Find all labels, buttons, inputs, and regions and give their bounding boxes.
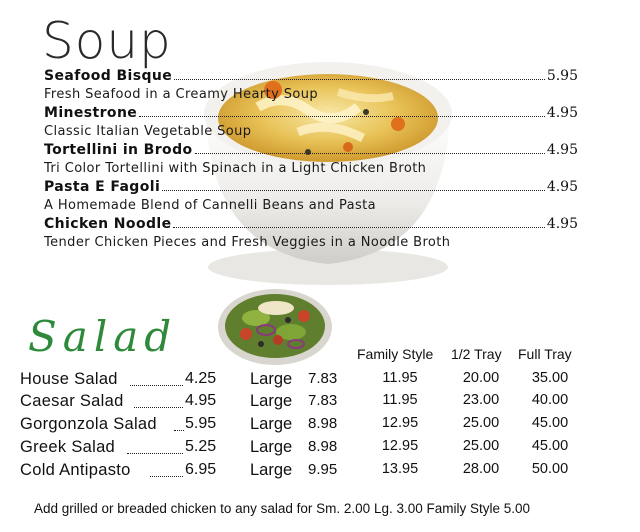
leader-dots	[127, 453, 183, 454]
leader-dots	[174, 430, 184, 431]
soup-item-description: A Homemade Blend of Cannelli Beans and Pasta	[44, 198, 377, 213]
family-style-price: 12.95	[381, 415, 419, 431]
soup-item-name: Pasta E Fagoli	[44, 179, 161, 195]
half-tray-price: 28.00	[462, 461, 500, 477]
soup-item-description: Tender Chicken Pieces and Fresh Veggies in a Noodle Broth	[44, 235, 451, 250]
large-price: 9.95	[308, 461, 338, 478]
leader-dots	[139, 116, 545, 117]
column-header-half-tray: 1/2 Tray	[451, 346, 502, 362]
salad-plate-photo	[216, 284, 334, 366]
salad-name: Gorgonzola Salad	[20, 415, 157, 433]
family-style-price: 11.95	[382, 392, 418, 408]
salad-price: 6.95	[185, 461, 217, 478]
large-label: Large	[250, 392, 293, 410]
salad-price: 4.25	[185, 370, 217, 387]
soup-item-price: 4.95	[546, 216, 578, 232]
large-price: 8.98	[308, 438, 338, 455]
family-style-price: 11.95	[382, 370, 418, 386]
salad-row	[0, 438, 640, 460]
soup-item	[44, 179, 578, 216]
column-header-family-style: Family Style	[357, 346, 434, 362]
half-tray-price: 23.00	[462, 392, 500, 408]
soup-item-name: Chicken Noodle	[44, 216, 172, 232]
half-tray-price: 20.00	[462, 370, 500, 386]
soup-section-title: Soup	[42, 12, 172, 70]
leader-dots	[134, 407, 183, 408]
soup-item-description: Fresh Seafood in a Creamy Hearty Soup	[44, 87, 318, 102]
large-price: 7.83	[308, 392, 338, 409]
large-label: Large	[250, 461, 293, 479]
salad-row	[0, 392, 640, 414]
leader-dots	[174, 79, 545, 80]
salad-price: 5.95	[185, 415, 217, 432]
leader-dots	[130, 385, 183, 386]
full-tray-price: 45.00	[531, 415, 569, 431]
salad-name: Cold Antipasto	[20, 461, 131, 479]
large-price: 8.98	[308, 415, 338, 432]
soup-item-price: 4.95	[546, 105, 578, 121]
salad-name: House Salad	[20, 370, 118, 388]
leader-dots	[195, 153, 545, 154]
full-tray-price: 35.00	[531, 370, 569, 386]
salad-price: 5.25	[185, 438, 217, 455]
soup-item	[44, 142, 578, 179]
soup-item-price: 4.95	[546, 142, 578, 158]
salad-name: Greek Salad	[20, 438, 116, 456]
soup-item-description: Tri Color Tortellini with Spinach in a Light Chicken Broth	[44, 161, 427, 176]
half-tray-price: 25.00	[462, 415, 500, 431]
salad-name: Caesar Salad	[20, 392, 124, 410]
soup-list	[44, 68, 578, 253]
large-label: Large	[250, 415, 293, 433]
family-style-price: 13.95	[381, 461, 419, 477]
soup-item	[44, 216, 578, 253]
salad-row	[0, 370, 640, 392]
family-style-price: 12.95	[381, 438, 419, 454]
soup-item-price: 4.95	[546, 179, 578, 195]
soup-item-name: Minestrone	[44, 105, 138, 121]
full-tray-price: 40.00	[531, 392, 569, 408]
add-chicken-note: Add grilled or breaded chicken to any salad for Sm. 2.00 Lg. 3.00 Family Style 5.00	[34, 501, 531, 516]
half-tray-price: 25.00	[462, 438, 500, 454]
leader-dots	[173, 227, 544, 228]
salad-row	[0, 415, 640, 437]
salad-section-title: Salad	[28, 312, 178, 361]
salad-price: 4.95	[185, 392, 217, 409]
salad-row	[0, 461, 640, 483]
soup-item-description: Classic Italian Vegetable Soup	[44, 124, 252, 139]
soup-item-name: Tortellini in Brodo	[44, 142, 193, 158]
column-header-full-tray: Full Tray	[518, 346, 572, 362]
full-tray-price: 45.00	[531, 438, 569, 454]
full-tray-price: 50.00	[531, 461, 569, 477]
soup-item	[44, 68, 578, 105]
leader-dots	[162, 190, 545, 191]
leader-dots	[150, 476, 183, 477]
soup-item-name: Seafood Bisque	[44, 68, 173, 84]
soup-item-price: 5.95	[546, 68, 578, 84]
large-label: Large	[250, 438, 293, 456]
soup-item	[44, 105, 578, 142]
large-price: 7.83	[308, 370, 338, 387]
large-label: Large	[250, 370, 293, 388]
